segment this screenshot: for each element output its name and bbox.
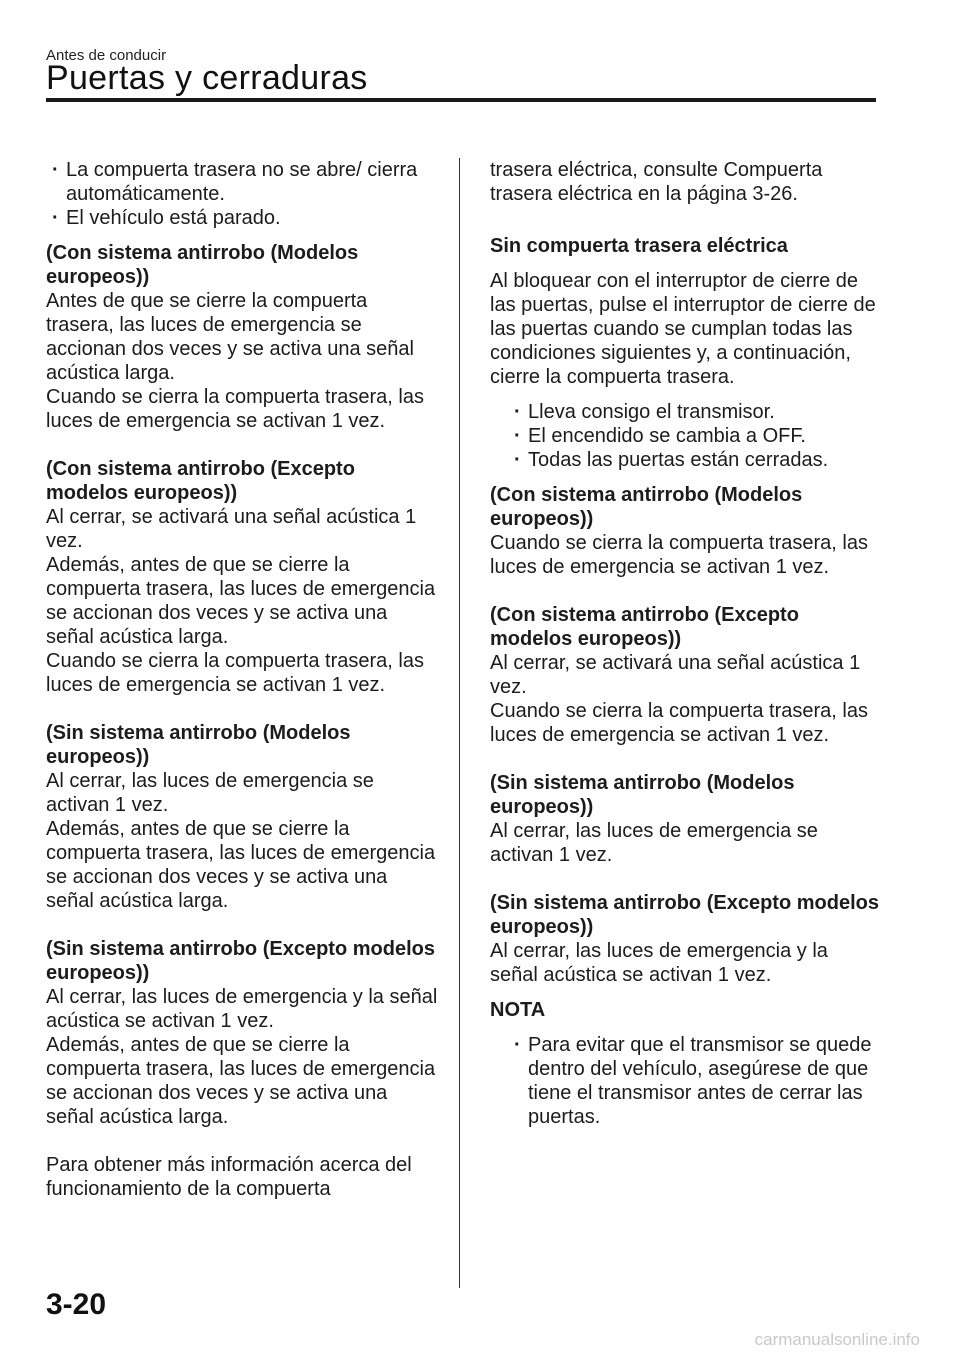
subheading: (Con sistema antirrobo (Modelos europeos)): [490, 484, 803, 530]
paragraph: Cuando se cierra la compuerta trasera, las luces de emergencia se activan 1 vez.: [490, 532, 868, 578]
right-column: [490, 158, 880, 1129]
paragraph: trasera eléctrica, consulte Compuerta trasera eléctrica en la página 3-26.: [490, 159, 823, 205]
bullet-item: · Todas las puertas están cerradas.: [490, 448, 880, 472]
paragraph: Antes de que se cierre la compuerta trasera, las luces de emergencia se accionan dos veces y se activa una señal acústica larga.: [46, 290, 414, 384]
paragraph: Al cerrar, se activará una señal acústica 1 vez.: [46, 506, 417, 552]
bullet-item: · Lleva consigo el transmisor.: [490, 400, 880, 424]
subheading: (Sin sistema antirrobo (Excepto modelos europeos)): [490, 892, 879, 938]
paragraph: Para obtener más información acerca del funcionamiento de la compuerta: [46, 1154, 412, 1200]
subheading: (Con sistema antirrobo (Excepto modelos europeos)): [46, 458, 355, 504]
header-rule: [46, 98, 876, 102]
paragraph: Además, antes de que se cierre la compuerta trasera, las luces de emergencia se accionan dos veces y se activa una señal acústica larga.: [46, 1034, 436, 1128]
paragraph: Además, antes de que se cierre la compuerta trasera, las luces de emergencia se accionan dos veces y se activa una señal acústica larga.: [46, 554, 436, 648]
bullet-item: · El encendido se cambia a OFF.: [490, 424, 880, 448]
bullet-item: · Para evitar que el transmisor se quede dentro del vehículo, asegúrese de que tiene el transmisor antes de cerrar las puertas.: [490, 1033, 880, 1129]
paragraph: Cuando se cierra la compuerta trasera, las luces de emergencia se activan 1 vez.: [490, 700, 868, 746]
paragraph: Cuando se cierra la compuerta trasera, las luces de emergencia se activan 1 vez.: [46, 386, 424, 432]
section-label: Antes de conducir: [46, 47, 167, 64]
subheading: (Sin sistema antirrobo (Excepto modelos europeos)): [46, 938, 435, 984]
watermark: carmanualsonline.info: [754, 1330, 920, 1349]
paragraph: Al cerrar, las luces de emergencia se activan 1 vez.: [46, 770, 374, 816]
bullet-item: · El vehículo está parado.: [46, 206, 438, 230]
paragraph: Al cerrar, las luces de emergencia y la señal acústica se activan 1 vez.: [490, 940, 828, 986]
paragraph: Además, antes de que se cierre la compuerta trasera, las luces de emergencia se accionan dos veces y se activa una señal acústica larga.: [46, 818, 436, 912]
paragraph: Al cerrar, las luces de emergencia y la señal acústica se activan 1 vez.: [46, 986, 438, 1032]
column-divider: [459, 158, 460, 1288]
paragraph: Al cerrar, se activará una señal acústica 1 vez.: [490, 652, 861, 698]
page-title: Puertas y cerraduras: [46, 59, 368, 97]
subheading: (Con sistema antirrobo (Modelos europeos)): [46, 242, 359, 288]
bullet-item: · La compuerta trasera no se abre/ cierra automáticamente.: [46, 158, 438, 206]
left-column: [46, 158, 438, 1201]
subheading: (Sin sistema antirrobo (Modelos europeos)): [46, 722, 351, 768]
subheading: (Sin sistema antirrobo (Modelos europeos)): [490, 772, 795, 818]
note-heading: NOTA: [490, 999, 546, 1021]
paragraph: Cuando se cierra la compuerta trasera, las luces de emergencia se activan 1 vez.: [46, 650, 424, 696]
subheading: Sin compuerta trasera eléctrica: [490, 235, 788, 257]
subheading: (Con sistema antirrobo (Excepto modelos europeos)): [490, 604, 799, 650]
paragraph: Al cerrar, las luces de emergencia se activan 1 vez.: [490, 820, 818, 866]
paragraph: Al bloquear con el interruptor de cierre de las puertas, pulse el interruptor de cierre de las puertas cuando se cumplan todas las condiciones siguientes y, a continuación, cierre la compuerta trasera.: [490, 270, 876, 388]
page-number: 3-20: [46, 1288, 107, 1321]
